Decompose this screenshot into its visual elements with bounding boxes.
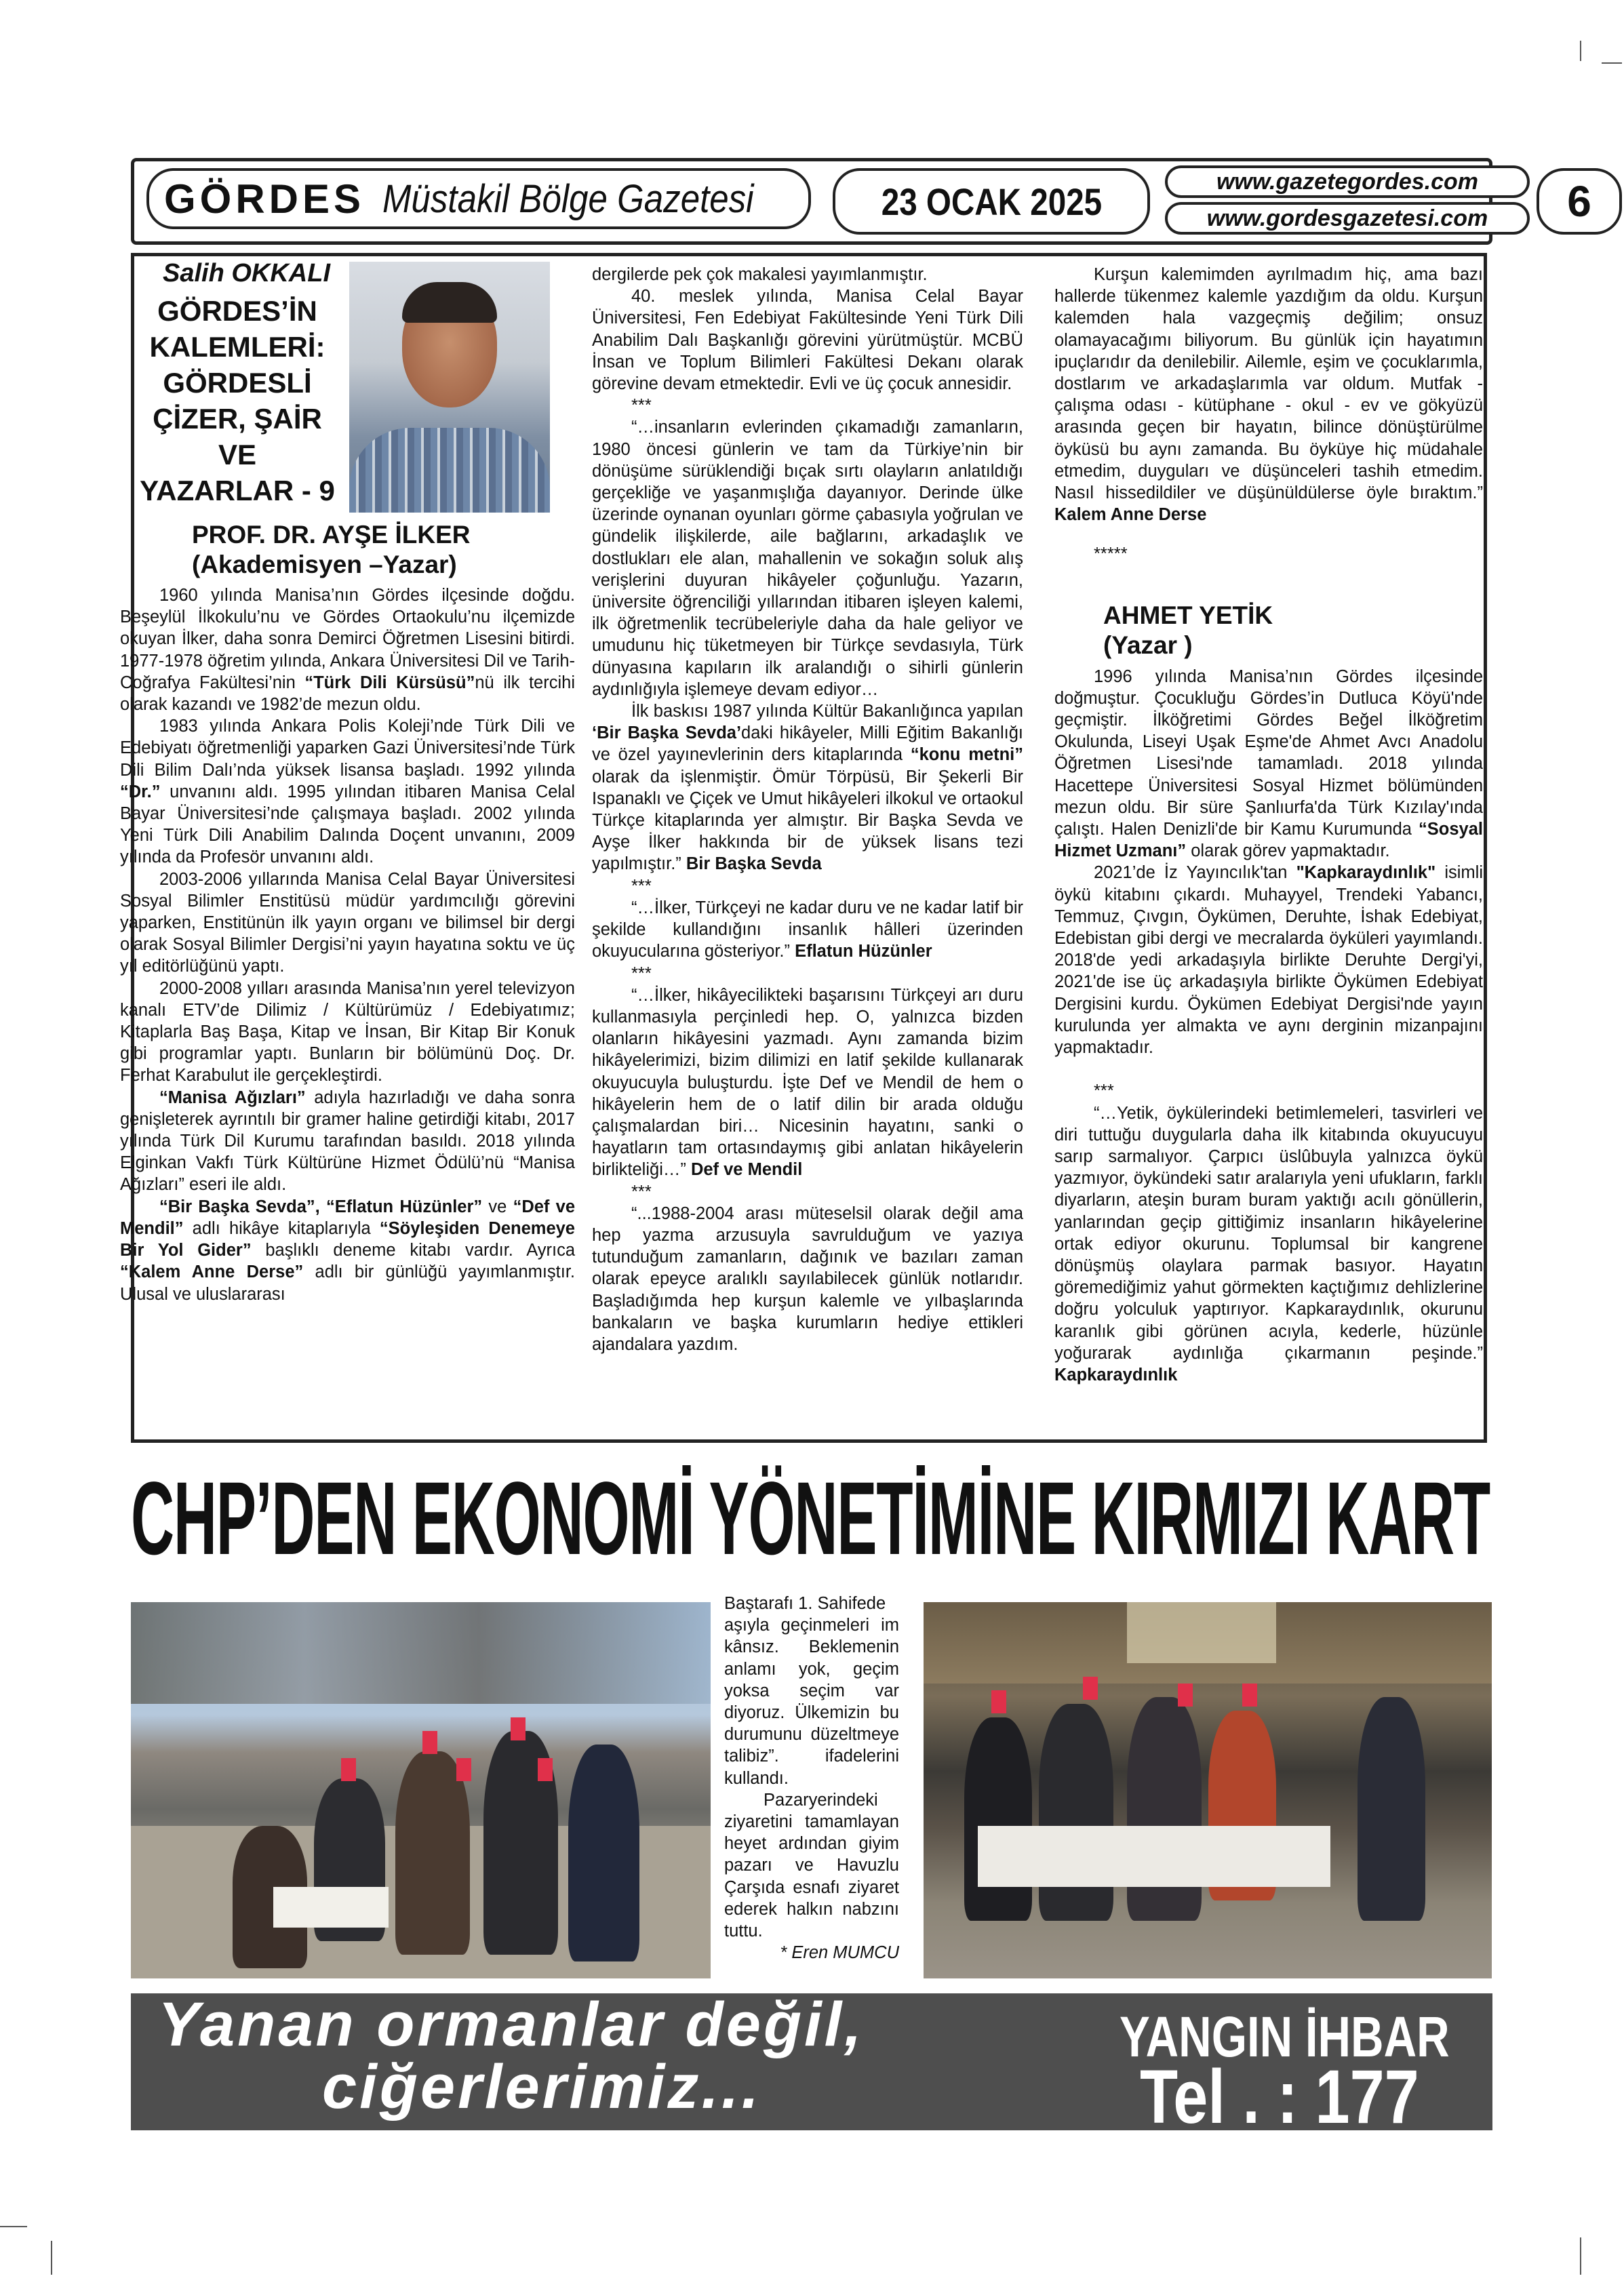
news-photo-left [131, 1602, 711, 1978]
paragraph: “Manisa Ağızları” adıyla hazırladığı ve daha sonra genişleterek ayrıntılı bir gramer haline getirdiği kitabı, 2017 yılında Türk Dil Kurumu tarafından basıldı. 2018 yılında Elginkan Vakfı Türk Kültürüne Hizmet Ödülü’nü “Manisa Ağızları” eseri ile aldı. [120, 1088, 575, 1195]
author-portrait-photo [349, 262, 550, 513]
article-column-1 [120, 584, 575, 1305]
crop-mark [0, 2226, 27, 2227]
separator: ***** [1094, 544, 1128, 564]
separator: *** [1094, 1081, 1114, 1101]
crop-mark [1602, 62, 1622, 64]
person2-heading: AHMET YETİK (Yazar ) [1103, 601, 1273, 659]
author-name: Salih OKKALI [163, 259, 331, 287]
paragraph: Pazaryerindeki ziyaretini tamamlayan heyet ardından giyim pazarı ve Havuzlu Çarşıda esnafı ziyaret ederek halkın nabzını tuttu. [724, 1790, 899, 1941]
quote: “…insanların evlerinden çıkamadığı zamanların, 1980 öncesi günlerin ve tam da Türkiye’nin bir dönüşüme sürüklendiği bıçak sırtı olayların anlatıldığı gerçekliğe ve yaşanmışlığa dayanıyor. Derinde ülke üzerinde oynanan oyunları görme çabasıyla yoğrulan ve gündelik ilişkilerde, aile bağlarını, arkadaşlık ve dostlukları ele alan, mahallenin ve sokağın soluk alış verişlerini duyuran hikâyeler çoğunluğu. Yazarın, üniversite öğrenciliği yıllarından itibaren işleyen kalemi, ilk öğretmenlik tecrübeleriyle daha da hale geliyor ve umudunu hiç tüketmeyen bir Türkçe sevdasıyla, Türk dünyasına kapıların ilk aralandığı o sihirli günlerin aydınlığıyla işlemeye devam ediyor… [592, 418, 1023, 699]
paragraph: aşıyla geçinmeleri im kânsız. Beklemenin anlamı yok, geçim yoksa seçim var diyoruz. Ülkemizin bu durumunu düzeltmeye talibiz”. ifadelerini kullandı. [724, 1616, 899, 1788]
paragraph: dergilerde pek çok makalesi yayımlanmıştır. [592, 265, 928, 284]
separator: *** [631, 1182, 652, 1201]
article-column-3 [1054, 264, 1483, 1386]
paragraph: 2021’de İz Yayıncılık'tan "Kapkaraydınlık" isimli öykü kitabını çıkardı. Muhayyel, Trendeki Yabancı, Temmuz, Çıvgın, Öykümen, Deruhte, İshak Edebiyat, Edebistan gibi dergi ve mecralarda öyküleri yayımlandı. 2018'de yedi arkadaşıyla birlikte Deruhte Dergi'yi, 2021'de ise üç arkadaşıyla birlikte Öykümen Edebiyat Dergisini kurdu. Öykümen Edebiyat Dergisi'nde yayın kurulunda yer almakta ve aynı derginin mizanpajını yapmaktadır. [1054, 863, 1483, 1058]
paragraph: 2000-2008 yılları arasında Manisa’nın yerel televizyon kanalı ETV’de Dilimiz / Kültürümüz / Edebiyatımız; Kitaplarla Baş Başa, Kitap ve İnsan, Bir Kitap Bir Konuk gibi programlar yaptı. Bunların bir bölümünü Doç. Dr. Ferhat Karabulut ile gerçekleştirdi. [120, 978, 575, 1085]
main-headline: CHP’DEN EKONOMİ YÖNETİMİNE KIRMIZI KART [131, 1460, 1490, 1576]
paragraph: “Bir Başka Sevda”, “Eflatun Hüzünler” ve “Def ve Mendil” adlı hikâye kitaplarıyla “Söyleşiden Denemeye Bir Yol Gider” başlıklı deneme kitabı vardır. Ayrıca “Kalem Anne Derse” adlı bir günlüğü yayımlanmıştır. Ulusal ve uluslararası [120, 1197, 576, 1304]
quote: “...1988-2004 arası müteselsil olarak değil ama hep yazma arzusuyla savrulduğum ve yazıya tutunduğum zamanların, dağınık ve bazıları zaman olarak epeyce aralıklı sayılabilecek günlük notlarıdır. Başladığımda hep kurşun kalemle ve yılbaşlarında bankaların ve başka kurumların hediye ettikleri ajandalara yazdım. [592, 1203, 1023, 1354]
article-column-2 [592, 264, 1023, 1355]
paragraph: Kurşun kalemimden ayrılmadım hiç, ama bazı hallerde tükenmez kalemle yazdığım da oldu. Kurşun kalemden hala vazgeçmiş değilim; onsuz olamayacağımı biliyorum. Bu günlük için hayatımın ipuçlarıdır da denilebilir. Ailemle, eşim ve çocuklarımla, dostlarım ve arkadaşlarımla var oldum. Mutfak - çalışma odası - kütüphane - okul - ev ve gökyüzü arasında geçen bir hayatın, bilince dönüştürülme öyküsü bu aynı zamanda. Bu öyküye hiç müdahale etmedim, duyguları ve düşünceleri tashih etmedim. Nasıl hissedildiler ve düşünüldülerse öyle bıraktım.” Kalem Anne Derse [1054, 265, 1483, 525]
paragraph: 1983 yılında Ankara Polis Koleji’nde Türk Dili ve Edebiyatı öğretmenliği yaparken Gazi Üniversitesi’nde Türk Dili Bilim Dalı’nda yüksek lisansa başladı. 1992 yılında “Dr.” unvanını aldı. 1995 yılından itibaren Manisa Celal Bayar Üniversitesi’nde çalışmaya başladı. 2002 yılında Yeni Türk Dili Anabilim Dalında Doçent unvanını, 2009 yılında da Profesör unvanını aldı. [120, 717, 575, 867]
fire-report-title: YANGIN İHBAR [1120, 2005, 1450, 2069]
fire-report-phone: Tel . : 177 [1140, 2054, 1419, 2130]
crop-mark [51, 2241, 52, 2275]
quote: “…İlker, hikâyecilikteki başarısını Türkçeyi arı duru kullanmasıyla perçinledi hep. O, yalnızca bizden olanların hikâyesini yazmadı. Aynı zamanda bizim hikâyelerimizi, bizim dilimizi en latif şekilde kullanarak okuyucuyla buluşturdu. İşte Def ve Mendil de hem o hikâyelerin hem de o latif dilin bir arada olduğu çalışmalardan biri… Nicesinin hayatını, sanki o hayatların tam ortasındaymış gibi anlatan hikâyelerin birlikteliği…” Def ve Mendil [592, 985, 1023, 1180]
banner-slogan-line1: Yanan ormanlar değil, [158, 1993, 865, 2059]
separator: *** [631, 876, 652, 896]
banner-slogan-line2: ciğerlerimiz... [322, 2052, 762, 2121]
series-title: GÖRDES’İN KALEMLERİ: GÖRDESLİ ÇİZER, ŞAİR VE YAZARLAR - 9 [140, 295, 335, 506]
issue-date: 23 OCAK 2025 [833, 168, 1150, 235]
separator: *** [631, 396, 652, 416]
masthead-name: GÖRDES [164, 176, 365, 222]
crop-mark [1580, 2237, 1581, 2275]
website-link-1[interactable]: www.gazetegordes.com [1165, 165, 1530, 198]
masthead [146, 168, 811, 229]
page-number: 6 [1537, 168, 1622, 235]
news-byline: * Eren MUMCU [780, 1943, 899, 1963]
quote: “…İlker, Türkçeyi ne kadar duru ve ne kadar latif bir şekilde kullandığını insanlık hâlleri üzerinden okuyucularına gösteriyor.” Eflatun Hüzünler [592, 898, 1023, 961]
paragraph: 40. meslek yılında, Manisa Celal Bayar Üniversitesi, Fen Edebiyat Fakültesinde Yeni Türk Dili Anabilim Dalı Başkanlığı görevini yürütmüştür. MCBÜ İnsan ve Toplum Bilimleri Fakültesi Dekanı olarak görevine devam etmektedir. Evli ve üç çocuk annesidir. [592, 287, 1023, 394]
masthead-subtitle: Müstakil Bölge Gazetesi [382, 176, 754, 221]
page-header [131, 158, 1591, 245]
news-lead: Baştarafı 1. Sahifede [724, 1594, 886, 1613]
paragraph: 1960 yılında Manisa’nın Gördes ilçesinde doğdu. Beşeylül İlkokulu’nu ve Gördes Ortaokulu’nu ilçemizde okuyan İlker, daha sonra Demirci Öğretmen Lisesini bitirdi. 1977-1978 öğretim yılında, Ankara Üniversitesi Dil ve Tarih-Coğrafya Fakültesi’nin “Türk Dili Kürsüsü”nü ilk tercihi olarak kazandı ve 1982’de mezun oldu. [120, 586, 575, 715]
paragraph: İlk baskısı 1987 yılında Kültür Bakanlığınca yapılan ‘Bir Başka Sevda’daki hikâyeler, Milli Eğitim Bakanlığı ve özel yayınevlerinin ders kitaplarında “konu metni” olarak da işlenmiştir. Ömür Törpüsü, Bir Şekerli Bir Ispanaklı ve Çiçek ve Umut hikâyeleri ilkokul ve ortaokul Türkçe kitaplarında yer almıştır. Bir Başka Sevda ve Ayşe İlker hakkında bir de yüksek lisans tezi yapılmıştır.” Bir Başka Sevda [592, 702, 1023, 874]
separator: *** [631, 963, 652, 983]
paragraph: 2003-2006 yıllarında Manisa Celal Bayar Üniversitesi Sosyal Bilimler Enstitüsü müdür yardımcılığı görevini yaparken, Enstitünün ilk yayın organı ve bilimsel bir dergi olarak Sosyal Bilimler Dergisi’ni yayın hayatına soktu ve üç yıl editörlüğünü yaptı. [120, 869, 575, 976]
crop-mark [1580, 41, 1581, 61]
website-link-2[interactable]: www.gordesgazetesi.com [1165, 202, 1530, 235]
news-photo-right [924, 1602, 1492, 1978]
fire-warning-banner [131, 1993, 1492, 2130]
person1-heading: PROF. DR. AYŞE İLKER (Akademisyen –Yazar) [192, 521, 471, 578]
quote: “…Yetik, öykülerindeki betimlemeleri, tasvirleri ve diri tuttuğu duygularla daha ilk kitabında okuyucuyu sarıp sarmalıyor. Çarpıcı üslûbuyla yalnızca öykü yazmıyor, öykündeki satır aralarıyla yeni ufukların, farklı diyarların, ateşin buram buram yaktığı acılı gönüllerin, yanlarından geçip gittiğimiz insanların hikâyelerine ortak ediyor okurunu. Toplumsal bir kangrene dönüşmüş olaylara parmak basıyor. Hayatın göremediğimiz yahut görmekten kaçtığımız dehlizlerine doğru yolculuk yaptırıyor. Kapkaraydınlık, okurunu karanlık gibi görünen acıyla, kederle, hüzünle yoğurarak aydınlığa çıkarmanın peşinde.” Kapkaraydınlık [1054, 1103, 1483, 1384]
news-column [724, 1593, 899, 1964]
paragraph: 1996 yılında Manisa’nın Gördes ilçesinde doğmuştur. Çocukluğu Gördes’in Dutluca Köyü'nde geçmiştir. İlköğretimi Gördes Beğel İlköğretim Okulunda, Liseyi Uşak Eşme'de Ahmet Avcı Anadolu Öğretmen Lisesi'nde tamamladı. 2018 yılında Hacettepe Üniversitesi Sosyal Hizmet bölümünden mezun oldu. Bir süre Şanlıurfa'da Türk Kızılay'ında çalıştı. Halen Denizli'de bir Kamu Kurumunda “Sosyal Hizmet Uzmanı” olarak görev yapmaktadır. [1054, 666, 1483, 861]
